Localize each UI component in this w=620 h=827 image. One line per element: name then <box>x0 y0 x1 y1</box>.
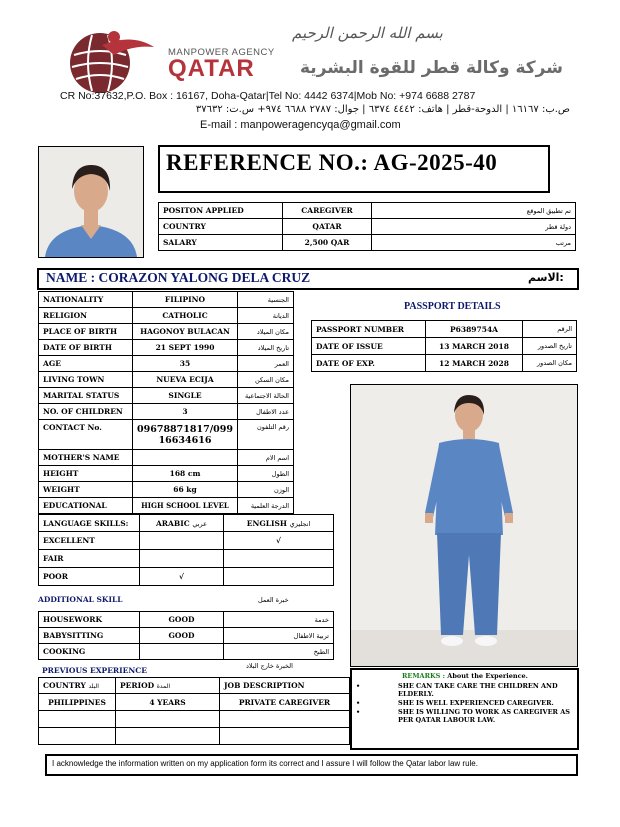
table-row <box>39 612 334 628</box>
table-row <box>39 308 294 324</box>
weight-value: 66 kg <box>133 482 238 498</box>
country-header-label: COUNTRY <box>43 681 86 690</box>
table-row <box>312 355 577 372</box>
experience-period: 4 YEARS <box>116 694 220 711</box>
living-town-label: LIVING TOWN <box>39 372 133 388</box>
acknowledgement-text: I acknowledge the information written on my application form its correct and I assure I will follow the Qatar labor law rule. <box>52 759 478 768</box>
portrait-photo <box>38 146 144 258</box>
table-row <box>39 711 350 728</box>
remarks-title-label: REMARKS : <box>402 672 446 680</box>
salary-label: SALARY <box>159 235 283 251</box>
language-table <box>38 514 334 586</box>
period-header-label: PERIOD <box>120 681 155 690</box>
living-town-label-ar: مكان السكن <box>238 372 294 388</box>
position-label-ar: تم تطبيق الموقع <box>372 203 576 219</box>
nationality-value: FILIPINO <box>133 292 238 308</box>
table-row <box>39 404 294 420</box>
nationality-label: NATIONALITY <box>39 292 133 308</box>
age-label-ar: العمر <box>238 356 294 372</box>
remarks-item: • SHE CAN TAKE CARE THE CHILDREN AND ELDERLY. <box>356 682 558 698</box>
dob-value: 21 SEPT 1990 <box>133 340 238 356</box>
mother-label: MOTHER'S NAME <box>39 450 133 466</box>
agency-logo <box>62 25 158 95</box>
table-row <box>39 678 350 694</box>
position-label: POSITON APPLIED <box>159 203 283 219</box>
english-label: ENGLISH <box>246 518 288 528</box>
dob-label-ar: تاريخ الميلاد <box>238 340 294 356</box>
table-row <box>39 324 294 340</box>
language-header: LANGUAGE SKILLS: <box>39 515 140 532</box>
fair-arabic <box>140 550 224 568</box>
table-row <box>159 219 576 235</box>
additional-skill-label: ADDITIONAL SKILL <box>38 595 123 604</box>
excellent-arabic <box>140 532 224 550</box>
english-label-ar: انجليزي <box>289 519 311 528</box>
cooking-value <box>140 644 224 660</box>
previous-experience-label: PREVIOUS EXPERIENCE <box>42 666 147 675</box>
arabic-label: ARABIC <box>155 518 190 528</box>
table-row <box>39 568 334 586</box>
age-value: 35 <box>133 356 238 372</box>
country-label: COUNTRY <box>159 219 283 235</box>
arabic-company-name: شركة وكالة قطر للقوة البشرية <box>300 58 563 78</box>
excellent-english: √ <box>224 532 334 550</box>
brand-name: QATAR <box>168 55 255 82</box>
cooking-label-ar: الطبخ <box>224 644 334 660</box>
birthplace-label: PLACE OF BIRTH <box>39 324 133 340</box>
table-row <box>312 338 577 355</box>
issue-date-label-ar: تاريخ الصدور <box>523 338 577 355</box>
country-value: QATAR <box>283 219 372 235</box>
poor-english <box>224 568 334 586</box>
candidate-name: NAME : CORAZON YALONG DELA CRUZ <box>46 270 311 285</box>
remarks-item: • SHE IS WELL EXPERIENCED CAREGIVER. <box>356 699 554 707</box>
contact-label: CONTACT No. <box>39 420 133 450</box>
table-row <box>39 420 294 450</box>
education-label: EDUCATIONAL <box>39 498 133 514</box>
children-value: 3 <box>133 404 238 420</box>
dob-label: DATE OF BIRTH <box>39 340 133 356</box>
position-value: CAREGIVER <box>283 203 372 219</box>
table-row <box>39 515 334 532</box>
birthplace-value: HAGONOY BULACAN <box>133 324 238 340</box>
passport-title: PASSPORT DETAILS <box>404 301 501 312</box>
marital-label: MARITAL STATUS <box>39 388 133 404</box>
personal-table <box>38 291 294 514</box>
table-row <box>39 694 350 711</box>
poor-label: POOR <box>39 568 140 586</box>
weight-label-ar: الوزن <box>238 482 294 498</box>
mother-value <box>133 450 238 466</box>
table-row <box>312 321 577 338</box>
children-label-ar: عدد الاطفال <box>238 404 294 420</box>
table-row <box>39 482 294 498</box>
table-row <box>39 532 334 550</box>
expiry-date-value: 12 MARCH 2028 <box>426 355 523 372</box>
table-row <box>39 372 294 388</box>
table-row <box>39 388 294 404</box>
salary-value: 2,500 QAR <box>283 235 372 251</box>
table-row <box>39 728 350 745</box>
additional-skills-table <box>38 611 334 660</box>
weight-label: WEIGHT <box>39 482 133 498</box>
passport-number-value: P6389754A <box>426 321 523 338</box>
education-label-ar: الدرجة العلمية <box>238 498 294 514</box>
fair-english <box>224 550 334 568</box>
religion-value: CATHOLIC <box>133 308 238 324</box>
babysitting-label: BABYSITTING <box>39 628 140 644</box>
education-value: HIGH SCHOOL LEVEL <box>133 498 238 514</box>
remarks-subtitle: About the Experience. <box>447 672 528 680</box>
nationality-label-ar: الجنسية <box>238 292 294 308</box>
position-table <box>158 202 576 251</box>
table-row <box>39 628 334 644</box>
table-row <box>39 644 334 660</box>
email: E-mail : manpoweragencyqa@gmail.com <box>200 119 401 131</box>
expiry-date-label: DATE OF EXP. <box>312 355 426 372</box>
marital-label-ar: الحالة الاجتماعية <box>238 388 294 404</box>
remarks-item: • SHE IS WILLING TO WORK AS CAREGIVER AS PER QATAR LABOUR LAW. <box>356 708 570 724</box>
living-town-value: NUEVA ECIJA <box>133 372 238 388</box>
mother-label-ar: اسم الام <box>238 450 294 466</box>
expiry-date-label-ar: مكان الصدور <box>523 355 577 372</box>
height-value: 168 cm <box>133 466 238 482</box>
cooking-label: COOKING <box>39 644 140 660</box>
poor-arabic: √ <box>140 568 224 586</box>
contact-label-ar: رقم التلفون <box>238 420 294 450</box>
previous-experience-label-ar: الخبرة خارج البلاد <box>246 662 293 670</box>
period-column-header <box>116 678 220 694</box>
table-row <box>39 450 294 466</box>
passport-number-label: PASSPORT NUMBER <box>312 321 426 338</box>
height-label: HEIGHT <box>39 466 133 482</box>
housework-label: HOUSEWORK <box>39 612 140 628</box>
table-row <box>39 498 294 514</box>
housework-value: GOOD <box>140 612 224 628</box>
country-header-label-ar: البلد <box>88 683 99 690</box>
religion-label: RELIGION <box>39 308 133 324</box>
babysitting-label-ar: تربية الاطفال <box>224 628 334 644</box>
housework-label-ar: خدمة <box>224 612 334 628</box>
reference-number: REFERENCE NO.: AG-2025-40 <box>166 150 498 175</box>
age-label: AGE <box>39 356 133 372</box>
babysitting-value: GOOD <box>140 628 224 644</box>
issue-date-label: DATE OF ISSUE <box>312 338 426 355</box>
basmala: بسم الله الرحمن الرحيم <box>292 24 443 42</box>
name-label-ar: الاسم: <box>528 271 564 284</box>
height-label-ar: الطول <box>238 466 294 482</box>
remarks-list <box>356 682 570 724</box>
salary-label-ar: مرتب <box>372 235 576 251</box>
table-row <box>159 235 576 251</box>
english-column-header <box>224 515 334 532</box>
passport-table <box>311 320 577 372</box>
children-label: NO. OF CHILDREN <box>39 404 133 420</box>
contact-arabic: ص.ب: ١٦١٦٧ | الدوحة-قطر | هاتف: ٤٤٤٢ ٦٣٧٤ | جوال: ٢٧٨٧ ٦٦٨٨ ٩٧٤+ س.ت: ٣٧٦٣٢ <box>195 104 570 115</box>
additional-skill-label-ar: خبرة العمل <box>258 596 289 604</box>
table-row <box>39 466 294 482</box>
country-column-header <box>39 678 116 694</box>
country-label-ar: دولة قطر <box>372 219 576 235</box>
table-row <box>39 292 294 308</box>
table-row <box>39 340 294 356</box>
table-row <box>39 550 334 568</box>
contact-english: CR No:37632,P.O. Box : 16167, Doha-Qatar|Tel No: 4442 6374|Mob No: +974 6688 2787 <box>60 90 476 102</box>
full-body-photo <box>350 384 578 667</box>
passport-number-label-ar: الرقم <box>523 321 577 338</box>
job-description-header: JOB DESCRIPTION <box>220 678 350 694</box>
experience-table <box>38 677 350 745</box>
religion-label-ar: الديانة <box>238 308 294 324</box>
arabic-column-header <box>140 515 224 532</box>
fair-label: FAIR <box>39 550 140 568</box>
arabic-label-ar: عربي <box>192 519 208 528</box>
contact-value-line1: 09678871817/099 <box>137 423 234 435</box>
remarks-title <box>402 672 528 680</box>
experience-country: PHILIPPINES <box>39 694 116 711</box>
marital-value: SINGLE <box>133 388 238 404</box>
issue-date-value: 13 MARCH 2018 <box>426 338 523 355</box>
experience-job: PRIVATE CAREGIVER <box>220 694 350 711</box>
agency-line: MANPOWER AGENCY <box>168 47 275 58</box>
birthplace-label-ar: مكان الميلاد <box>238 324 294 340</box>
contact-value-line2: 16634616 <box>158 434 212 446</box>
table-row <box>39 356 294 372</box>
period-header-label-ar: المدة <box>156 683 171 690</box>
table-row <box>159 203 576 219</box>
excellent-label: EXCELLENT <box>39 532 140 550</box>
contact-value <box>133 420 238 450</box>
